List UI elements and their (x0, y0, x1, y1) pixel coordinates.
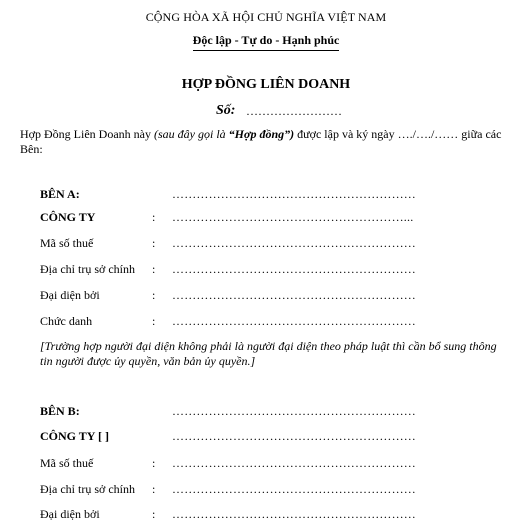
party-a-rep-label: Đại diện bởi (40, 288, 100, 302)
representative-note: [Trường hợp người đại diện không phải là người đại diện theo pháp luật thì cần bổ sung thông tin người được ủy quyền, văn bản ủy quyền.] (40, 339, 497, 368)
intro-text-2: (sau đây gọi là (154, 127, 229, 141)
party-a-title-colon: : (152, 314, 156, 328)
party-a-address-label: Địa chỉ trụ sở chính (40, 262, 135, 276)
party-a-tax-blank: …………………………………………………… (172, 236, 416, 250)
national-title: CỘNG HÒA XÃ HỘI CHỦ NGHĨA VIỆT NAM (145, 10, 387, 24)
intro-text-4: được lập và ký ngày …./…./…… giữa các Bên: (20, 127, 502, 156)
party-b-rep-label: Đại diện bởi (40, 507, 100, 521)
motto-wrap (0, 31, 532, 51)
party-b-rep-blank: …………………………………………………… (172, 507, 416, 521)
party-b-address-label: Địa chỉ trụ sở chính (40, 482, 135, 496)
party-b-company-label: CÔNG TY [ ] (40, 429, 109, 443)
party-a-rep-blank: …………………………………………………… (172, 288, 416, 302)
party-b-heading: BÊN B: (40, 404, 80, 418)
motto: Độc lập - Tự do - Hạnh phúc (193, 33, 340, 51)
party-a-address-blank: …………………………………………………… (172, 262, 416, 276)
party-a-company-colon: : (152, 210, 156, 224)
contract-number-label: Số: (216, 103, 236, 118)
party-b-address-colon: : (152, 482, 156, 496)
document-title: HỢP ĐỒNG LIÊN DOANH (181, 77, 351, 92)
party-a-rep-colon: : (152, 288, 156, 302)
party-b-tax-blank: …………………………………………………… (172, 456, 416, 470)
party-a-title-label: Chức danh (40, 314, 93, 328)
party-b-company-blank: …………………………………………………… (172, 429, 416, 443)
party-a-tax-label: Mã số thuế (40, 236, 94, 250)
intro-text-1: Hợp Đồng Liên Doanh này (20, 127, 154, 141)
intro-text-3: “Hợp đồng”) (228, 127, 295, 141)
party-b-tax-label: Mã số thuế (40, 456, 94, 470)
party-b-address-blank: …………………………………………………… (172, 482, 416, 496)
party-b-tax-colon: : (152, 456, 156, 470)
party-a-tax-colon: : (152, 236, 156, 250)
party-a-company-label: CÔNG TY (40, 210, 96, 224)
party-a-heading-blank: …………………………………………………… (172, 187, 416, 201)
party-b-rep-colon: : (152, 507, 156, 521)
party-b-heading-blank: …………………………………………………… (172, 404, 416, 418)
contract-number-blank: …………………… (246, 104, 342, 118)
party-a-address-colon: : (152, 262, 156, 276)
party-a-company-blank: …………………………………………………... (172, 210, 414, 224)
party-a-heading: BÊN A: (40, 187, 80, 201)
intro-paragraph (20, 127, 520, 157)
party-a-title-blank: …………………………………………………… (172, 314, 416, 328)
